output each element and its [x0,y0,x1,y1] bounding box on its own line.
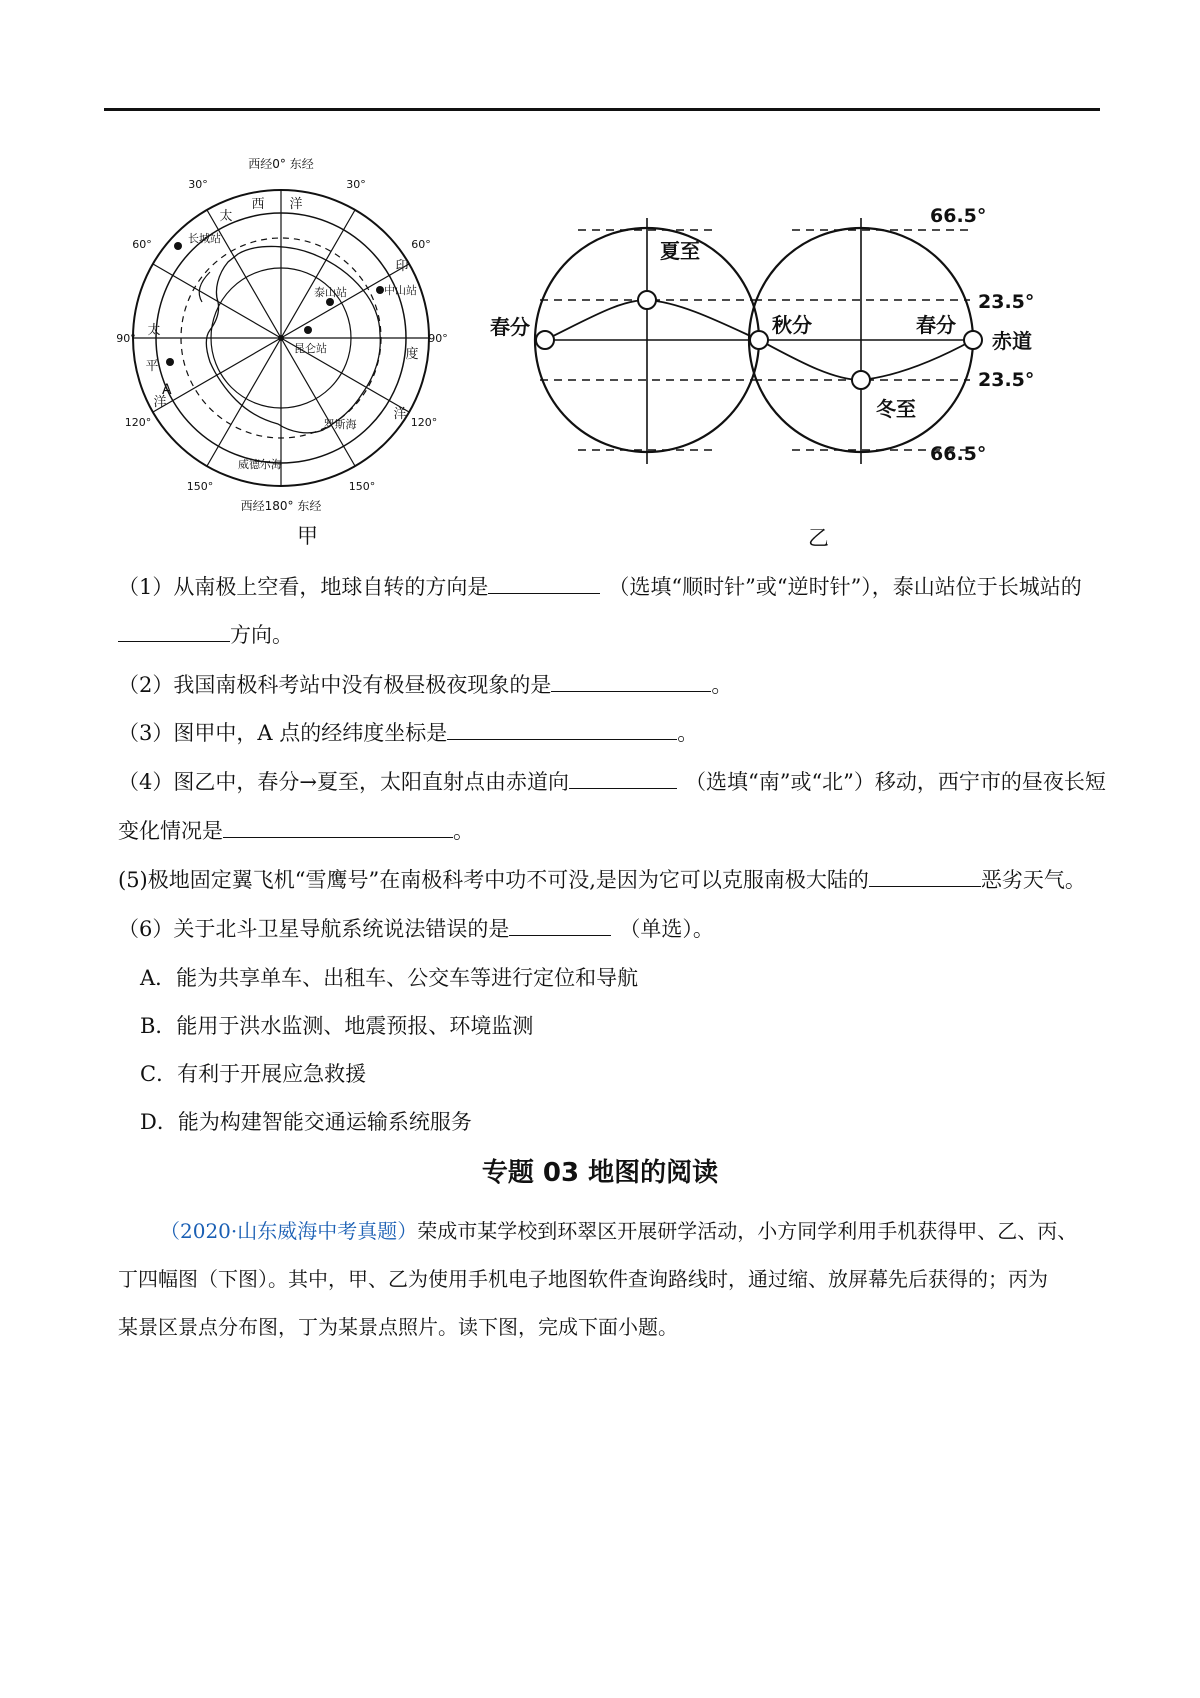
degree-label: 120° [124,416,152,429]
ocean-label: 威德尔海 [238,458,282,471]
degree-label: 150° [348,480,376,493]
header-rule [104,108,1100,111]
answer-blank[interactable] [569,768,677,789]
question-4-text-c: 变化情况是 [118,819,223,843]
question-1-text-a: （1）从南极上空看，地球自转的方向是 [118,575,489,599]
question-6-end: （单选）。 [619,917,714,941]
map-label-top: 西经0° 东经 [248,157,314,171]
question-1-line-1 [118,572,1082,602]
figure-caption-yi: 乙 [808,526,829,550]
question-4-line-1 [118,767,1106,797]
question-3-text: （3）图甲中，A 点的经纬度坐标是 [118,721,448,745]
question-5 [118,865,1086,895]
section-paragraph-line-1 [160,1216,1140,1246]
answer-blank[interactable] [447,719,677,740]
option-b[interactable]: B．能用于洪水监测、地震预报、环境监测 [140,1014,534,1038]
question-5-end: 恶劣天气。 [980,868,1086,892]
ocean-label: 度 [405,347,419,362]
station-label: 昆仑站 [294,342,327,355]
question-4-line-2 [118,816,474,846]
latitude-label: 23.5° [978,369,1035,391]
source-citation: （2020·山东威海中考真题） [160,1219,418,1243]
answer-blank[interactable] [118,621,230,642]
ocean-label: 印 [395,259,409,274]
degree-label: 30° [188,178,208,191]
term-label: 夏至 [660,239,700,263]
question-3-end: 。 [677,721,699,745]
degree-label: 90° [428,332,448,345]
question-1-text-c: 方向。 [230,623,293,647]
question-2-end: 。 [711,673,733,697]
answer-blank[interactable] [509,915,611,936]
figure-antarctica-map [116,157,448,514]
question-5-text: (5)极地固定翼飞机“雪鹰号”在南极科考中功不可没,是因为它可以克服南极大陆的 [118,868,869,892]
term-label: 冬至 [876,397,916,421]
question-2-text: （2）我国南极科考站中没有极昼极夜现象的是 [118,673,552,697]
degree-label: 60° [411,238,431,251]
question-4-text-a: （4）图乙中，春分→夏至，太阳直射点由赤道向 [118,770,569,794]
degree-label: 150° [186,480,214,493]
ocean-label: 西 [251,197,265,212]
ocean-label: 太 [147,323,161,338]
question-6-text: （6）关于北斗卫星导航系统说法错误的是 [118,917,510,941]
ocean-label: 罗斯海 [323,418,357,431]
figure-solar-diagram [490,198,1110,468]
latitude-label: 66.5° [930,205,987,227]
term-label: 春分 [916,313,956,337]
section-paragraph-line-3: 某景区景点分布图，丁为某景点照片。读下图，完成下面小题。 [118,1315,678,1339]
degree-label: 120° [410,416,438,429]
section-title: 专题 03 地图的阅读 [481,1158,719,1188]
ocean-label: 太 [219,209,233,224]
answer-blank[interactable] [551,671,711,692]
option-c[interactable]: C．有利于开展应急救援 [140,1062,367,1086]
question-1-text-b: （选填“顺时针”或“逆时针”），泰山站位于长城站的 [608,575,1082,599]
question-6 [118,914,714,944]
latitude-label: 23.5° [978,291,1035,313]
degree-label: 60° [132,238,152,251]
station-label: 中山站 [384,284,417,297]
ocean-label: 洋 [393,407,407,422]
latitude-label: 66.5° [930,443,987,465]
map-label-bottom: 西经180° 东经 [240,499,322,513]
ocean-label: 洋 [289,197,303,212]
figure-caption-jia: 甲 [297,524,318,548]
section-paragraph-line-2: 丁四幅图（下图）。其中，甲、乙为使用手机电子地图软件查询路线时，通过缩、放屏幕先后获得的；丙为 [118,1267,1048,1291]
point-a-label: A [162,382,172,398]
station-label: 长城站 [188,232,221,245]
degree-label: 90° [116,332,136,345]
question-1-line-2 [118,620,293,650]
answer-blank[interactable] [223,817,453,838]
option-d[interactable]: D．能为构建智能交通运输系统服务 [140,1110,472,1134]
ocean-label: 平 [145,359,159,374]
station-label: 泰山站 [314,286,347,299]
question-4-text-b: （选填“南”或“北”）移动，西宁市的昼夜长短 [684,770,1106,794]
answer-blank[interactable] [869,866,981,887]
ocean-label: 洋 [153,395,167,410]
question-4-end: 。 [453,819,474,843]
equator-label: 赤道 [992,329,1032,353]
option-a[interactable]: A．能为共享单车、出租车、公交车等进行定位和导航 [140,966,639,990]
degree-label: 30° [346,178,366,191]
question-3 [118,718,698,748]
paragraph-text-1: 荣成市某学校到环翠区开展研学活动，小方同学利用手机获得甲、乙、丙、 [417,1219,1078,1243]
term-label: 春分 [490,315,530,339]
term-label: 秋分 [772,313,812,337]
question-2 [118,670,732,700]
answer-blank[interactable] [488,573,600,594]
